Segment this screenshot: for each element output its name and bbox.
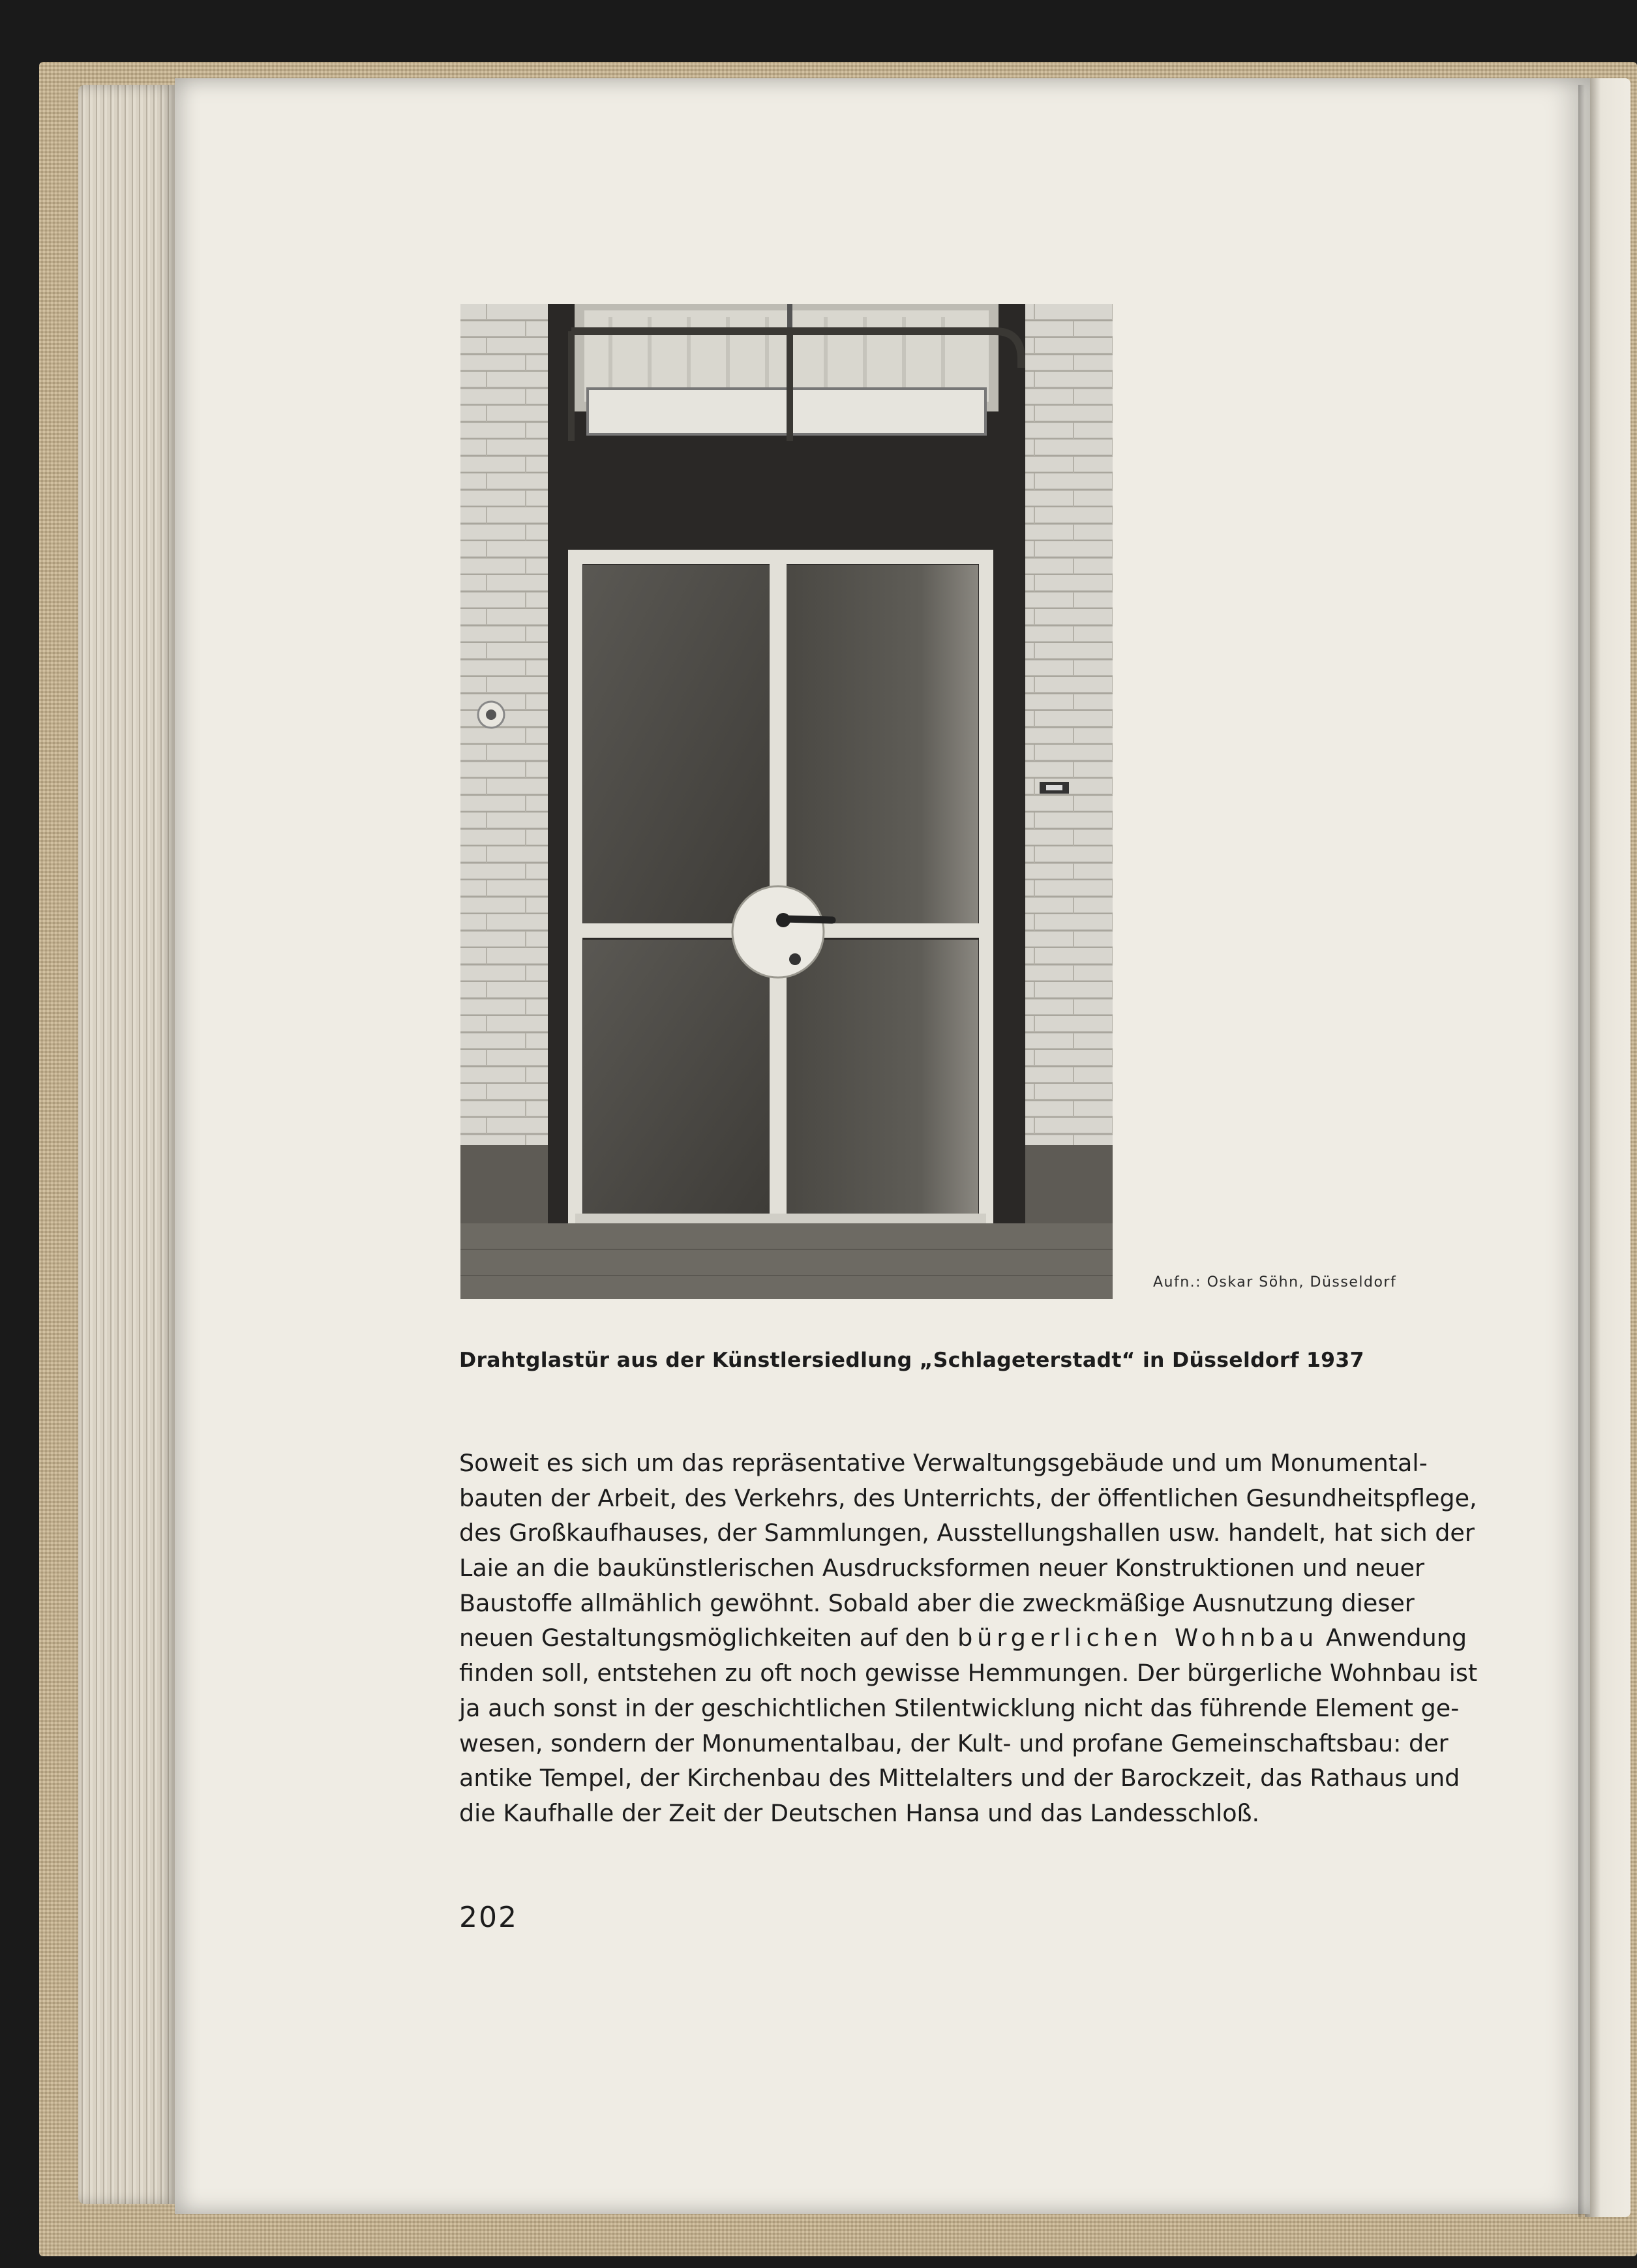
- body-line: Soweit es sich um das repräsentative Verwaltungsgebäude und um Monumental-: [459, 1449, 1428, 1477]
- body-line: bauten der Arbeit, des Verkehrs, des Unterrichts, der öffentlichen Gesundheitspflege,: [459, 1484, 1477, 1512]
- body-line: finden soll, entstehen zu oft noch gewisse Hemmungen. Der bürgerliche Wohnbau ist: [459, 1659, 1478, 1688]
- page-number: 202: [459, 1901, 518, 1934]
- body-line: Laie an die baukünstlerischen Ausdrucksformen neuer Konstruktionen und neuer: [459, 1554, 1425, 1583]
- body-line: des Großkaufhauses, der Sammlungen, Ausstellungshallen usw. handelt, hat sich der: [459, 1519, 1475, 1547]
- figure-caption: Drahtglastür aus der Künstlersiedlung „Schlageterstadt“ in Düsseldorf 1937: [459, 1349, 1364, 1372]
- body-paragraph: [459, 1446, 1478, 1831]
- body-line-suffix: Anwendung: [1325, 1624, 1467, 1652]
- body-line: antike Tempel, der Kirchenbau des Mittelalters und der Barockzeit, das Rathaus und: [459, 1764, 1460, 1793]
- emphasized-phrase: bürgerlichen Wohnbau: [957, 1624, 1319, 1652]
- door-photograph: [460, 304, 1113, 1299]
- page-edges: [78, 85, 176, 2204]
- body-line-spaced: [459, 1620, 1467, 1656]
- body-line: wesen, sondern der Monumentalbau, der Kult- und profane Gemeinschaftsbau: der: [459, 1729, 1449, 1757]
- page-gutter-shadow: [1578, 85, 1585, 2217]
- body-line: ja auch sonst in der geschichtlichen Stilentwicklung nicht das führende Element ge-: [459, 1694, 1460, 1722]
- facing-page-edge: [1585, 78, 1630, 2217]
- body-line-last: die Kaufhalle der Zeit der Deutschen Hansa und das Landesschloß.: [459, 1798, 1260, 1827]
- body-line: Baustoffe allmählich gewöhnt. Sobald aber die zweckmäßige Ausnutzung dieser: [459, 1589, 1415, 1617]
- photo-credit: Aufn.: Oskar Söhn, Düsseldorf: [1153, 1274, 1397, 1291]
- body-line-prefix: neuen Gestaltungsmöglichkeiten auf den: [459, 1624, 950, 1652]
